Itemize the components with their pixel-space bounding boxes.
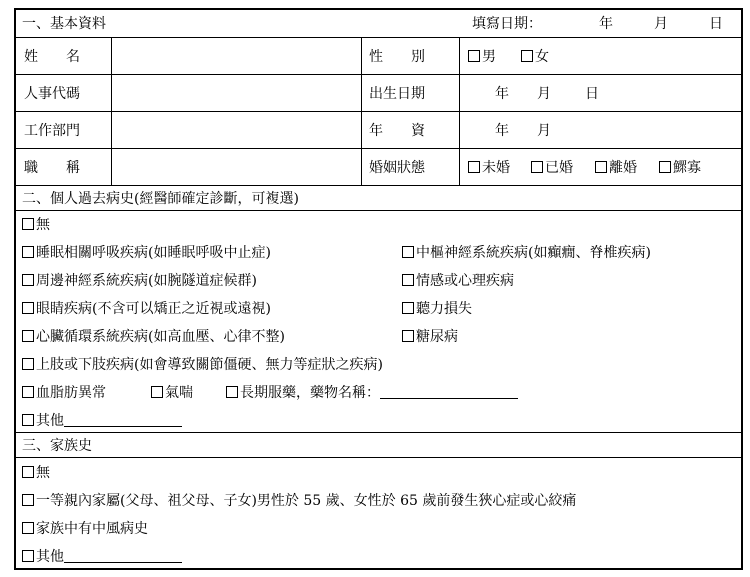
section-divider — [16, 185, 741, 186]
checkbox-icon[interactable] — [595, 161, 607, 173]
medication-name-field[interactable] — [380, 398, 518, 399]
fill-date-label: 填寫日期： — [472, 16, 542, 32]
option-label: 其他 — [36, 549, 64, 565]
eye-disease-option[interactable] — [22, 302, 271, 316]
seniority-label: 年 資 — [369, 123, 425, 139]
name-label: 姓 名 — [24, 49, 80, 65]
checkbox-icon[interactable] — [22, 358, 34, 370]
history-none-option[interactable] — [22, 218, 50, 232]
family-other-option[interactable] — [22, 550, 182, 564]
option-label: 心臟循環系統疾病(如高血壓、心律不整) — [36, 329, 285, 345]
gender-male-label: 男 — [482, 49, 496, 65]
family-other-field[interactable] — [64, 562, 182, 563]
fill-date-day[interactable]: 日 — [709, 16, 723, 32]
marital-option-label: 離婚 — [609, 160, 637, 176]
asthma-option[interactable] — [151, 386, 193, 400]
job-title-row — [16, 149, 741, 186]
checkbox-icon[interactable] — [226, 386, 238, 398]
checkbox-icon[interactable] — [402, 330, 414, 342]
birth-year[interactable]: 年 — [495, 86, 509, 102]
peripheral-nerve-option[interactable] — [22, 274, 257, 288]
option-label: 周邊神經系統疾病(如腕隧道症候群) — [36, 273, 257, 289]
basic-info-header-row — [16, 10, 741, 38]
option-label: 情感或心理疾病 — [416, 273, 514, 289]
health-form — [14, 8, 743, 570]
job-title-label: 職 稱 — [24, 160, 80, 176]
family-none-option[interactable] — [22, 466, 50, 480]
birth-day[interactable]: 日 — [585, 86, 599, 102]
option-label: 無 — [36, 465, 50, 481]
family-stroke-option[interactable] — [22, 522, 148, 536]
checkbox-icon[interactable] — [22, 302, 34, 314]
checkbox-icon[interactable] — [531, 161, 543, 173]
checkbox-icon[interactable] — [22, 550, 34, 562]
hearing-loss-option[interactable] — [402, 302, 472, 316]
checkbox-icon[interactable] — [22, 246, 34, 258]
checkbox-icon[interactable] — [22, 386, 34, 398]
birth-month[interactable]: 月 — [537, 86, 551, 102]
checkbox-icon[interactable] — [521, 50, 533, 62]
marital-divorced-option[interactable] — [595, 161, 637, 175]
option-label: 一等親內家屬(父母、祖父母、子女)男性於 55 歲、女性於 65 歲前發生狹心症或心絞痛 — [36, 493, 577, 509]
checkbox-icon[interactable] — [22, 414, 34, 426]
option-label: 糖尿病 — [416, 329, 458, 345]
option-label: 家族中有中風病史 — [36, 521, 148, 537]
checkbox-icon[interactable] — [402, 246, 414, 258]
checkbox-icon[interactable] — [22, 330, 34, 342]
sleep-apnea-option[interactable] — [22, 246, 271, 260]
checkbox-icon[interactable] — [22, 494, 34, 506]
mental-disorder-option[interactable] — [402, 274, 514, 288]
department-label: 工作部門 — [24, 123, 80, 139]
name-row — [16, 38, 741, 75]
section-divider — [16, 432, 741, 433]
cardio-disease-option[interactable] — [22, 330, 285, 344]
option-label: 中樞神經系統疾病(如癲癇、脊椎疾病) — [416, 245, 651, 261]
lipid-abnormal-option[interactable] — [22, 386, 106, 400]
checkbox-icon[interactable] — [659, 161, 671, 173]
marital-option-label: 鰥寡 — [673, 160, 701, 176]
option-label: 其他 — [36, 413, 64, 429]
history-other-field[interactable] — [64, 426, 182, 427]
option-label: 無 — [36, 217, 50, 233]
option-label: 睡眠相關呼吸疾病(如睡眠呼吸中止症) — [36, 245, 271, 261]
gender-label: 性 別 — [369, 49, 425, 65]
checkbox-icon[interactable] — [402, 274, 414, 286]
checkbox-icon[interactable] — [402, 302, 414, 314]
marital-widowed-option[interactable] — [659, 161, 701, 175]
fill-date-year[interactable]: 年 — [599, 16, 613, 32]
option-label: 眼睛疾病(不含可以矯正之近視或遠視) — [36, 301, 271, 317]
gender-male-option[interactable] — [468, 50, 496, 64]
option-label: 氣喘 — [165, 385, 193, 401]
family-history-title: 三、家族史 — [22, 438, 92, 454]
diabetes-option[interactable] — [402, 330, 458, 344]
personnel-code-row — [16, 75, 741, 112]
option-label: 血脂肪異常 — [36, 385, 106, 401]
fill-date-month[interactable]: 月 — [654, 16, 668, 32]
department-row — [16, 112, 741, 149]
checkbox-icon[interactable] — [468, 50, 480, 62]
first-degree-heart-option[interactable] — [22, 494, 576, 508]
marital-married-option[interactable] — [531, 161, 573, 175]
seniority-year[interactable]: 年 — [495, 123, 509, 139]
option-label: 聽力損失 — [416, 301, 472, 317]
cns-disease-option[interactable] — [402, 246, 651, 260]
limb-disease-option[interactable] — [22, 358, 383, 372]
checkbox-icon[interactable] — [22, 274, 34, 286]
long-term-medication-option[interactable] — [226, 386, 518, 400]
history-title: 二、個人過去病史(經醫師確定診斷，可複選) — [22, 191, 299, 207]
basic-info-title: 一、基本資料 — [22, 16, 106, 32]
checkbox-icon[interactable] — [22, 466, 34, 478]
checkbox-icon[interactable] — [468, 161, 480, 173]
gender-female-label: 女 — [535, 49, 549, 65]
seniority-month[interactable]: 月 — [537, 123, 551, 139]
checkbox-icon[interactable] — [22, 522, 34, 534]
history-header-row — [16, 187, 741, 211]
history-other-option[interactable] — [22, 414, 182, 428]
option-label: 上肢或下肢疾病(如會導致關節僵硬、無力等症狀之疾病) — [36, 357, 383, 373]
checkbox-icon[interactable] — [151, 386, 163, 398]
marital-option-label: 未婚 — [482, 160, 510, 176]
family-header-row — [16, 434, 741, 458]
birthdate-label: 出生日期 — [369, 86, 425, 102]
marital-option-label: 已婚 — [545, 160, 573, 176]
personnel-code-label: 人事代碼 — [24, 86, 80, 102]
option-label: 長期服藥，藥物名稱： — [240, 385, 380, 401]
marital-status-label: 婚姻狀態 — [369, 160, 425, 176]
gender-female-option[interactable] — [521, 50, 549, 64]
marital-single-option[interactable] — [468, 161, 510, 175]
checkbox-icon[interactable] — [22, 218, 34, 230]
